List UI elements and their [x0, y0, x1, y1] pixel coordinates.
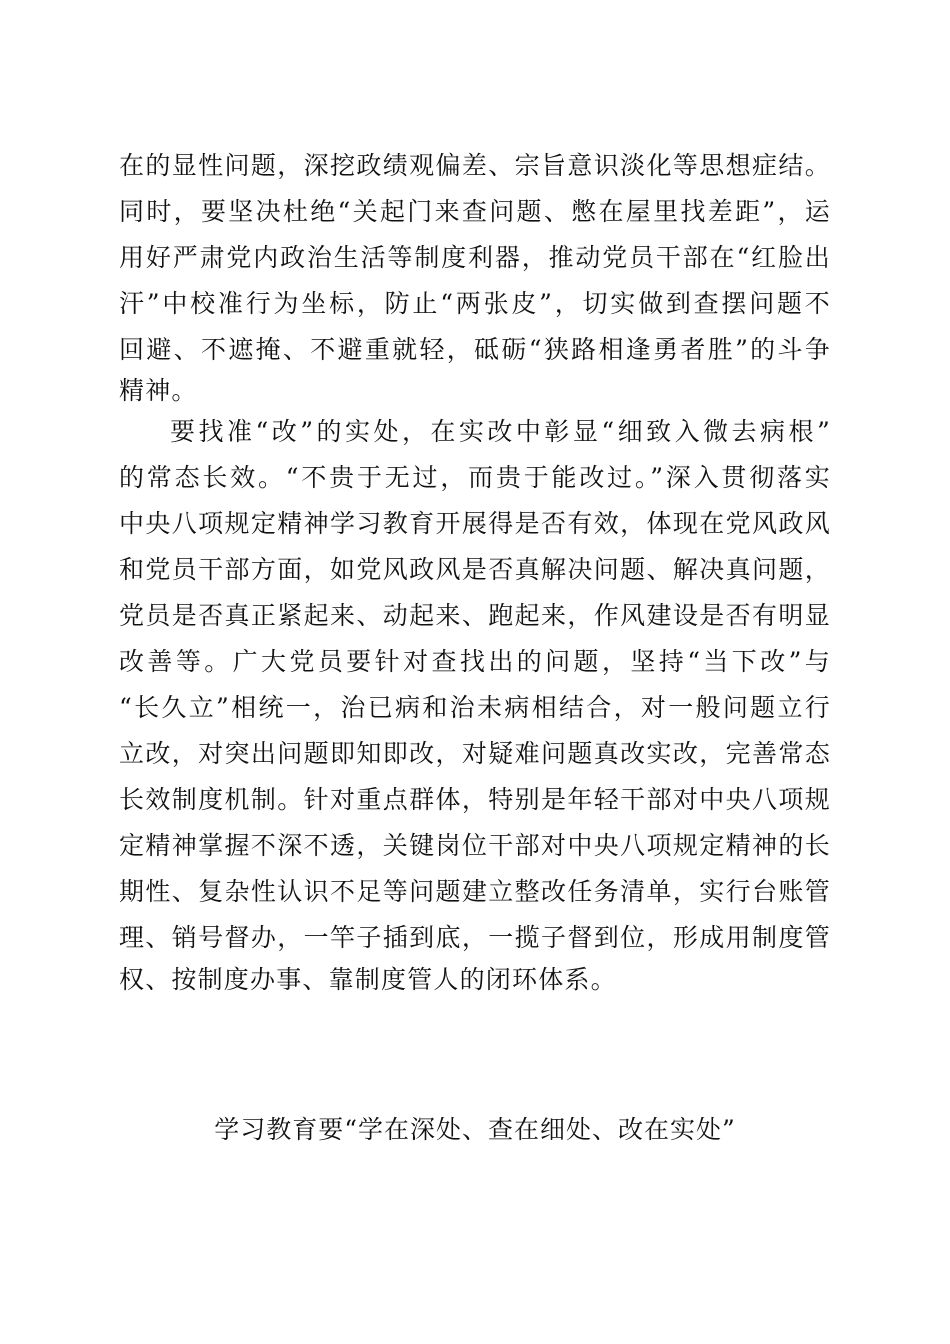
paragraph-line: 长效制度机制。针对重点群体，特别是年轻干部对中央八项规	[119, 785, 831, 814]
paragraph-line: 精神。	[119, 376, 198, 405]
paragraph-line: 立改，对突出问题即知即改，对疑难问题真改实改，完善常态	[119, 739, 831, 768]
paragraph-line: “长久立”相统一，治已病和治未病相结合，对一般问题立行	[119, 693, 831, 722]
paragraph-line: 汗”中校准行为坐标，防止“两张皮”，切实做到查摆问题不	[119, 289, 831, 318]
paragraph-line: 改善等。广大党员要针对查找出的问题，坚持“当下改”与	[119, 647, 831, 676]
paragraph-line: 用好严肃党内政治生活等制度利器，推动党员干部在“红脸出	[119, 243, 831, 272]
paragraph-line: 同时，要坚决杜绝“关起门来查问题、憋在屋里找差距”，运	[119, 197, 831, 226]
paragraph-line: 中央八项规定精神学习教育开展得是否有效，体现在党风政风	[119, 509, 831, 538]
paragraph-line: 权、按制度办事、靠制度管人的闭环体系。	[119, 965, 617, 994]
paragraph-line: 理、销号督办，一竿子插到底，一揽子督到位，形成用制度管	[119, 923, 831, 952]
paragraph-line: 的常态长效。“不贵于无过，而贵于能改过。”深入贯彻落实	[119, 463, 831, 492]
paragraph-line: 和党员干部方面，如党风政风是否真解决问题、解决真问题，	[119, 555, 831, 584]
paragraph-line-indented: 要找准“改”的实处，在实改中彰显“细致入微去病根”	[170, 417, 831, 446]
section-title: 学习教育要“学在深处、查在细处、改在实处”	[214, 1115, 736, 1144]
paragraph-line: 定精神掌握不深不透，关键岗位干部对中央八项规定精神的长	[119, 831, 831, 860]
paragraph-line: 在的显性问题，深挖政绩观偏差、宗旨意识淡化等思想症结。	[119, 151, 831, 180]
paragraph-line: 回避、不遮掩、不避重就轻，砥砺“狭路相逢勇者胜”的斗争	[119, 335, 831, 364]
paragraph-line: 党员是否真正紧起来、动起来、跑起来，作风建设是否有明显	[119, 601, 831, 630]
paragraph-line: 期性、复杂性认识不足等问题建立整改任务清单，实行台账管	[119, 877, 831, 906]
